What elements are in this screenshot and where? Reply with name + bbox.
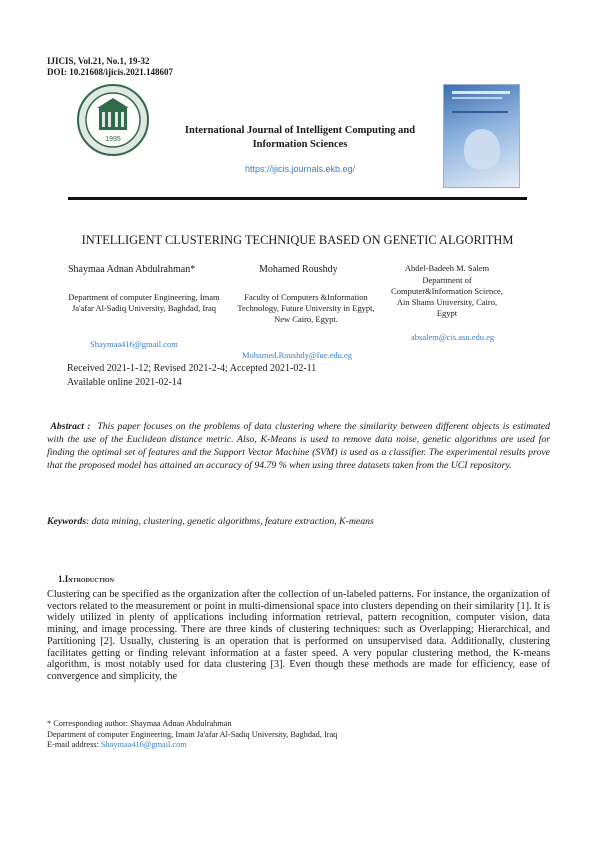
cover-subtitle-bar (452, 97, 502, 99)
author-3-affiliation: Department of Computer&Information Science, Ain Shams University, Cairo, Egypt (391, 275, 503, 318)
journal-reference (47, 56, 173, 78)
journal-title: International Journal of Intelligent Computing and Information Sciences (184, 125, 416, 150)
journal-cover-image (443, 84, 520, 188)
journal-url-link[interactable]: https://ijicis.journals.ekb.eg/ (244, 164, 356, 174)
author-1-name: Shaymaa Adnan Abdulrahman* (68, 264, 196, 275)
journal-volume: IJICIS, Vol.21, No.1, 19-32 (47, 56, 150, 66)
keywords-block (47, 516, 374, 527)
cover-text-bar (452, 111, 508, 113)
footnote (47, 719, 337, 751)
university-seal-logo (77, 84, 149, 156)
seal-year: 1995 (105, 136, 121, 143)
abstract-block (47, 420, 550, 472)
dates-received-revised-accepted: Received 2021-1-12; Revised 2021-2-4; Accepted 2021-02-11 (67, 363, 317, 374)
section-heading-introduction: 1.Introduction (58, 574, 114, 584)
keywords-text: : data mining, clustering, genetic algorithms, feature extraction, K-means (86, 516, 374, 527)
author-2-affiliation: Faculty of Computers &Information Technology, Future University in Egypt, New Cairo, Egypt. (237, 292, 375, 324)
author-2-name: Mohamed Roushdy (259, 264, 338, 275)
cover-title-bar (452, 91, 510, 94)
cover-robot-graphic (464, 129, 500, 169)
keywords-label: Keywords (47, 516, 86, 527)
doi: DOI: 10.21608/ijicis.2021.148607 (47, 67, 173, 77)
footnote-corresponding-author: * Corresponding author: Shaymaa Adnan Abdulrahman (47, 719, 232, 728)
footnote-department: Department of computer Engineering, Imam Ja'afar Al-Sadiq University, Baghdad, Iraq (47, 729, 338, 739)
author-1-email-link[interactable]: Shaymaa416@gmail.com (90, 339, 178, 349)
introduction-body: Clustering can be specified as the organization after the collection of un-labeled patterns. For instance, the organization of vectors related to the measurement or point in multi-dimensional space into clusters depending on their similarity [1]. It is widely utilized in plenty of applications including information retrieval, pattern recognition, computer vision, data mining, and image processing. There are three kinds of clustering techniques: such as Overlapping; Hierarchical, and Partitioning [2]. Usually, clustering is an operation that is performed on unsupervised data. Additionally, clustering facilitates getting or finding relevant information at a faster speed. A very popular clustering method, the K-means algorithm, is most notably used for data clustering [3]. Even though these methods are made for efficiency, ease of convergence and simplicity, the (47, 589, 550, 682)
paper-title: INTELLIGENT CLUSTERING TECHNIQUE BASED ON GENETIC ALGORITHM (81, 233, 514, 247)
dates-available-online: Available online 2021-02-14 (67, 377, 182, 388)
footnote-email-link[interactable]: Shaymaa416@gmail.com (100, 740, 187, 749)
article-dates (67, 362, 316, 390)
footnote-email-label: E-mail address: (47, 740, 101, 749)
author-3-email-link[interactable]: absalem@cis.asu.edu.eg (411, 332, 495, 342)
author-1-affiliation: Department of computer Engineering, Imam Ja'afar Al-Sadiq University, Baghdad, Iraq (68, 292, 220, 313)
abstract-label: Abstract : (50, 421, 91, 432)
author-3-name: Abdel-Badeeh M. Salem (404, 263, 490, 273)
author-2-email-link[interactable]: Mohamed.Roushdy@fue.edu.eg (242, 350, 353, 360)
header-rule (68, 197, 527, 200)
footnote-email-line (47, 740, 337, 751)
abstract-text: This paper focuses on the problems of data clustering where the similarity between different objects is estimated with the use of the Euclidean distance metric. Also, K-Means is used to remove data noise, genetic algorithms are used for finding the optimal set of features and the Support Vector Machine (SVM) is used as a classifier. The experimental results prove that the proposed model has attained an accuracy of 94.79 % when using three datasets taken from the UCI repository. (47, 421, 551, 471)
